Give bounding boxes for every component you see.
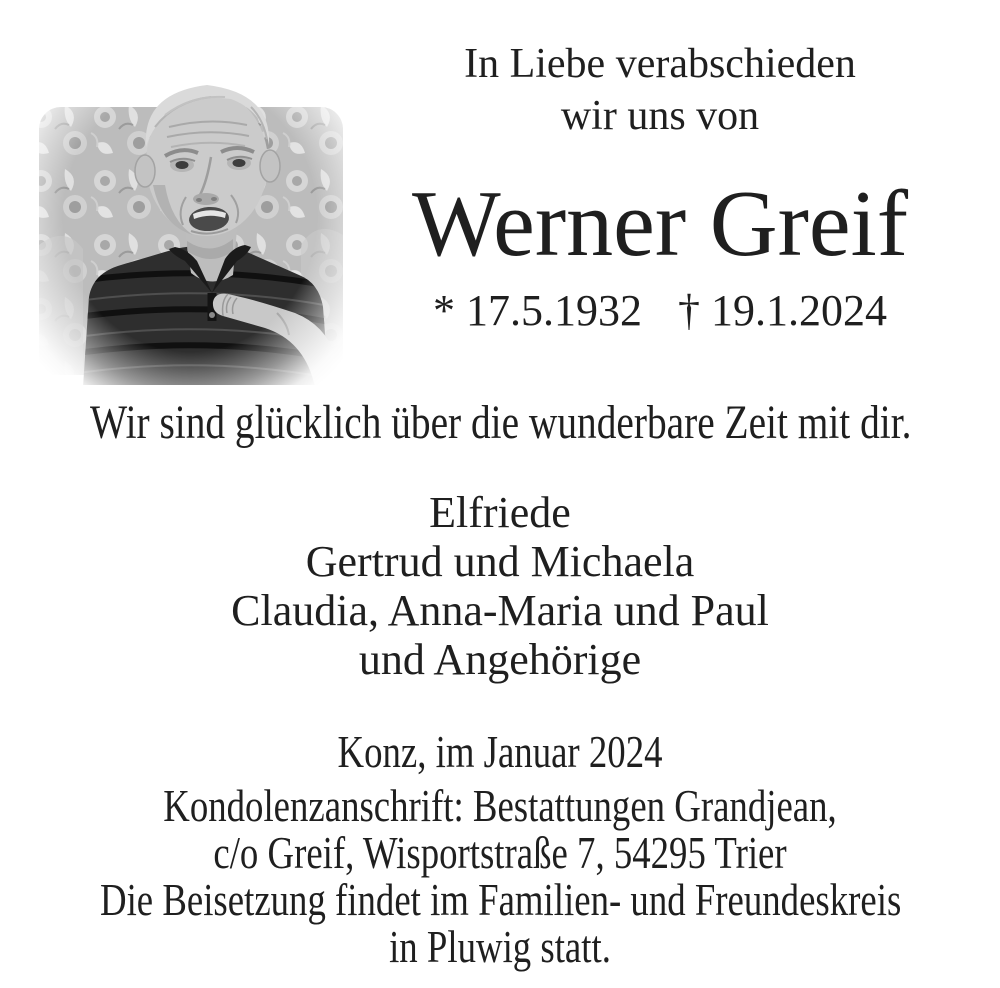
birth-date: * 17.5.1932 bbox=[433, 286, 642, 335]
burial-info-line: Die Beisetzung findet im Familien- und Freundeskreis bbox=[100, 874, 902, 925]
portrait-photo bbox=[25, 35, 355, 385]
death-date: † 19.1.2024 bbox=[678, 286, 887, 335]
photo-vignette bbox=[25, 35, 355, 385]
condolence-address-line: Kondolenzanschrift: Bestattungen Grandjean, bbox=[163, 780, 837, 831]
deceased-portrait-image bbox=[25, 35, 355, 385]
burial-info-line: in Pluwig statt. bbox=[389, 921, 611, 972]
mourner-line: Claudia, Anna-Maria und Paul bbox=[231, 586, 769, 635]
intro-line-1: In Liebe verabschieden bbox=[464, 41, 856, 87]
deceased-name: Werner Greif bbox=[411, 172, 909, 276]
mourner-line: Gertrud und Michaela bbox=[305, 537, 695, 586]
funeral-info-block bbox=[100, 782, 900, 970]
intro-line-2: wir uns von bbox=[560, 93, 760, 139]
condolence-address-line: c/o Greif, Wisportstraße 7, 54295 Trier bbox=[213, 827, 787, 878]
life-dates bbox=[330, 286, 990, 336]
mourner-line: Elfriede bbox=[429, 488, 571, 537]
farewell-message: Wir sind glücklich über die wunderbare Zeit mit dir. bbox=[90, 396, 912, 449]
header-block bbox=[330, 38, 990, 336]
mourners-block bbox=[0, 488, 1000, 684]
mourner-line: und Angehörige bbox=[358, 635, 642, 684]
place-date-line: Konz, im Januar 2024 bbox=[337, 726, 663, 777]
